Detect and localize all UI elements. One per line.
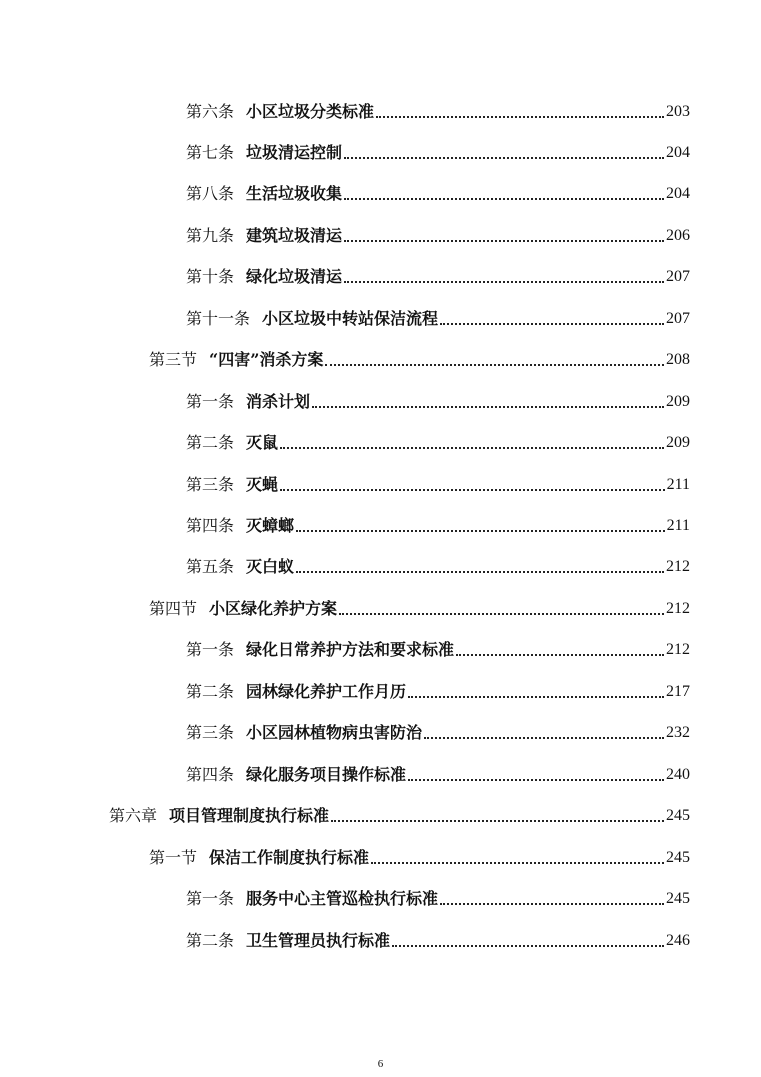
dot-leader (344, 281, 664, 283)
dot-leader (408, 696, 664, 698)
toc-entry[interactable] (0, 800, 690, 826)
dot-leader (280, 447, 664, 449)
toc-entry[interactable] (0, 469, 690, 495)
toc-entry-page: 207 (666, 268, 690, 285)
toc-entry-page: 232 (666, 724, 690, 741)
toc-entry[interactable] (0, 510, 690, 536)
toc-entry-number: 第二条 (186, 682, 235, 701)
toc-entry-page: 212 (666, 558, 690, 575)
toc-entry-number: 第五条 (186, 557, 235, 576)
toc-entry-title: 消杀计划 (246, 392, 311, 411)
toc-entry-page: 203 (666, 103, 690, 120)
dot-leader (424, 737, 664, 739)
toc-entry[interactable] (0, 551, 690, 577)
toc-entry[interactable] (0, 427, 690, 453)
toc-entry[interactable] (0, 593, 690, 619)
page-number: 6 (377, 1058, 384, 1070)
toc-entry-title: “四害”消杀方案 (209, 350, 324, 369)
dot-leader (376, 116, 664, 118)
toc-entry-page: 209 (666, 393, 690, 410)
toc-entry-page: 245 (666, 807, 690, 824)
toc-entry-page: 209 (666, 434, 690, 451)
toc-entry[interactable] (0, 137, 690, 163)
toc-entry-page: 204 (666, 185, 690, 202)
dot-leader (312, 406, 664, 408)
toc-entry[interactable] (0, 883, 690, 909)
toc-entry-title: 卫生管理员执行标准 (246, 931, 391, 950)
toc-entry-title: 小区垃圾中转站保洁流程 (262, 309, 439, 328)
dot-leader (296, 530, 665, 532)
toc-entry-title: 灭白蚁 (246, 557, 295, 576)
toc-entry-number: 第七条 (186, 143, 235, 162)
dot-leader (440, 903, 664, 905)
toc-entry-title: 保洁工作制度执行标准 (209, 848, 370, 867)
toc-entry-number: 第六章 (109, 806, 158, 825)
dot-leader (456, 654, 664, 656)
toc-entry-title: 灭蝇 (246, 475, 279, 494)
toc-entry-page: 208 (666, 351, 690, 368)
toc-entry[interactable] (0, 261, 690, 287)
dot-leader (371, 862, 664, 864)
dot-leader (408, 779, 664, 781)
toc-entry-page: 246 (666, 932, 690, 949)
toc-entry[interactable] (0, 634, 690, 660)
toc-entry-title: 服务中心主管巡检执行标准 (246, 889, 439, 908)
toc-entry-number: 第九条 (186, 226, 235, 245)
toc-entry-title: 小区绿化养护方案 (209, 599, 338, 618)
toc-entry-title: 小区园林植物病虫害防治 (246, 723, 423, 742)
toc-entry-title: 绿化服务项目操作标准 (246, 765, 407, 784)
toc-entry[interactable] (0, 676, 690, 702)
toc-entry-title: 绿化日常养护方法和要求标准 (246, 640, 455, 659)
toc-entry-number: 第一条 (186, 640, 235, 659)
toc-entry-number: 第十一条 (186, 309, 251, 328)
toc-entry-number: 第二条 (186, 433, 235, 452)
toc-entry-number: 第四条 (186, 765, 235, 784)
dot-leader (344, 157, 664, 159)
toc-entry-title: 项目管理制度执行标准 (169, 806, 330, 825)
toc-entry-number: 第十条 (186, 267, 235, 286)
toc-entry-page: 206 (666, 227, 690, 244)
toc-entry-title: 绿化垃圾清运 (246, 267, 343, 286)
toc-entry-page: 211 (666, 476, 690, 493)
toc-entry-number: 第三条 (186, 723, 235, 742)
toc-entry[interactable] (0, 386, 690, 412)
toc-entry-title: 灭鼠 (246, 433, 279, 452)
toc-entry-page: 245 (666, 849, 690, 866)
dot-leader (344, 240, 664, 242)
toc-entry-number: 第八条 (186, 184, 235, 203)
toc-entry-page: 207 (666, 310, 690, 327)
toc-entry-title: 生活垃圾收集 (246, 184, 343, 203)
toc-entry-page: 217 (666, 683, 690, 700)
toc-entry[interactable] (0, 842, 690, 868)
toc-entry-title: 垃圾清运控制 (246, 143, 343, 162)
toc-entry-number: 第二条 (186, 931, 235, 950)
dot-leader (392, 945, 664, 947)
toc-entry-title: 灭蟑螂 (246, 516, 295, 535)
toc-entry-number: 第四节 (149, 599, 198, 618)
toc-entry-number: 第一条 (186, 889, 235, 908)
toc-entry-number: 第三节 (149, 350, 198, 369)
toc-entry[interactable] (0, 925, 690, 951)
dot-leader (296, 571, 664, 573)
dot-leader (344, 198, 664, 200)
toc-entry[interactable] (0, 344, 690, 370)
toc-entry[interactable] (0, 759, 690, 785)
toc-entry-title: 园林绿化养护工作月历 (246, 682, 407, 701)
dot-leader (325, 364, 664, 366)
toc-entry-number: 第六条 (186, 102, 235, 121)
toc-entry-number: 第一节 (149, 848, 198, 867)
toc-entry-title: 建筑垃圾清运 (246, 226, 343, 245)
toc-entry-title: 小区垃圾分类标准 (246, 102, 375, 121)
toc-entry-page: 240 (666, 766, 690, 783)
toc-entry-page: 212 (666, 641, 690, 658)
toc-entry-page: 245 (666, 890, 690, 907)
toc-entry-number: 第四条 (186, 516, 235, 535)
toc-entry-number: 第三条 (186, 475, 235, 494)
toc-entry[interactable] (0, 717, 690, 743)
toc-entry[interactable] (0, 303, 690, 329)
toc-entry-page: 211 (666, 517, 690, 534)
toc-entry-page: 212 (666, 600, 690, 617)
dot-leader (331, 820, 664, 822)
dot-leader (440, 323, 664, 325)
toc-entry-page: 204 (666, 144, 690, 161)
dot-leader (280, 489, 665, 491)
toc-entry[interactable] (0, 178, 690, 204)
toc-entry[interactable] (0, 96, 690, 122)
dot-leader (339, 613, 664, 615)
toc-entry-number: 第一条 (186, 392, 235, 411)
toc-entry[interactable] (0, 220, 690, 246)
